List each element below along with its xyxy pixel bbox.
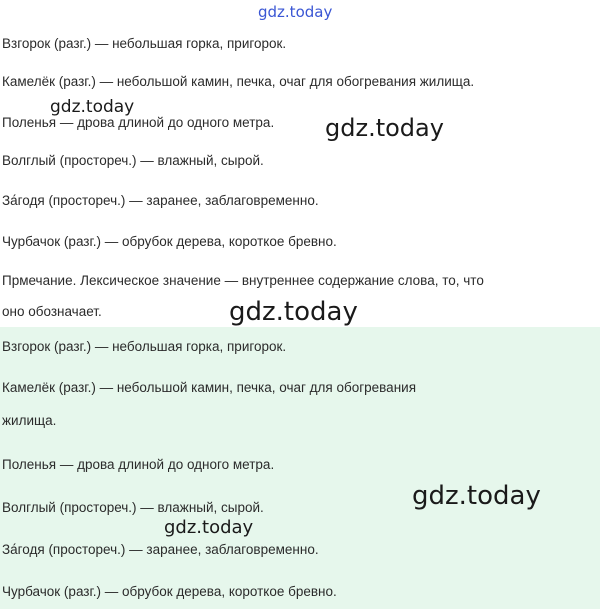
top-line-2: Камелёк (разг.) — небольшой камин, печка, очаг для обогревания жилища. bbox=[2, 74, 475, 89]
bottom-line-5: Волглый (простореч.) — влажный, сырой. bbox=[2, 500, 264, 515]
watermark: gdz.today bbox=[50, 97, 135, 117]
watermark-top: gdz.today bbox=[258, 3, 333, 21]
bottom-line-2: Камелёк (разг.) — небольшой камин, печка, очаг для обогревания bbox=[2, 380, 416, 395]
top-line-6: Чурбачок (разг.) — обрубок дерева, короткое бревно. bbox=[2, 234, 337, 249]
top-line-5: За́годя (простореч.) — заранее, заблаговременно. bbox=[2, 193, 319, 208]
watermark: gdz.today bbox=[325, 114, 444, 142]
top-line-7: Прмечание. Лексическое значение — внутреннее содержание слова, то, что bbox=[2, 273, 484, 288]
watermark: gdz.today bbox=[164, 517, 254, 538]
bottom-line-7: Чурбачок (разг.) — обрубок дерева, короткое бревно. bbox=[2, 584, 337, 599]
bottom-line-1: Взгорок (разг.) — небольшая горка, пригорок. bbox=[2, 339, 287, 354]
top-line-1: Взгорок (разг.) — небольшая горка, пригорок. bbox=[2, 36, 287, 51]
watermark: gdz.today bbox=[229, 297, 358, 327]
watermark: gdz.today bbox=[412, 481, 541, 511]
top-line-8: оно обозначает. bbox=[2, 304, 102, 319]
bottom-line-3: жилища. bbox=[2, 413, 57, 428]
top-line-4: Волглый (простореч.) — влажный, сырой. bbox=[2, 153, 264, 168]
top-line-3: Поленья — дрова длиной до одного метра. bbox=[2, 115, 275, 130]
bottom-line-6: За́годя (простореч.) — заранее, заблаговременно. bbox=[2, 542, 319, 557]
bottom-line-4: Поленья — дрова длиной до одного метра. bbox=[2, 457, 275, 472]
